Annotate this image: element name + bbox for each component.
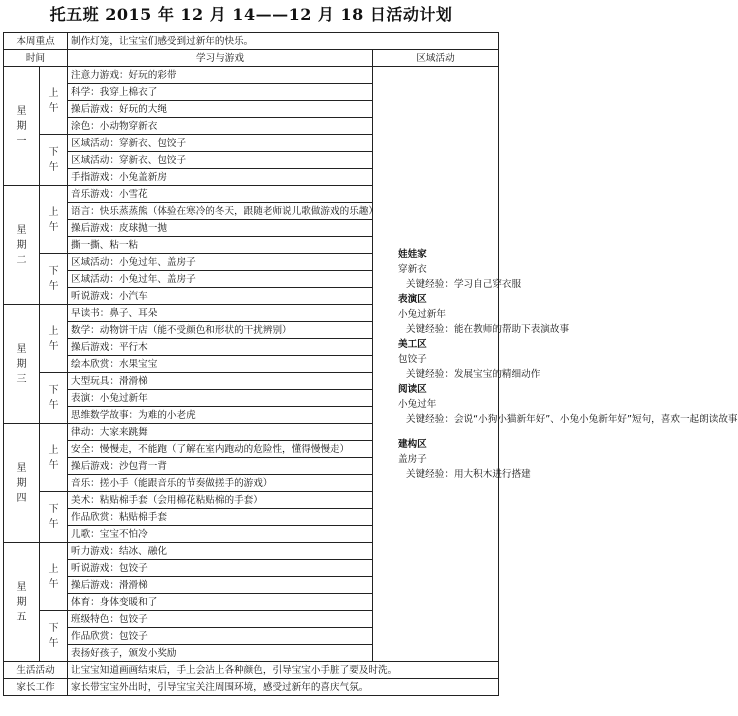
day-label xyxy=(4,305,40,424)
area-key-experience: 关键经验：能在教师的帮助下表演故事 xyxy=(406,323,570,335)
activity-cell: 操后游戏：沙包背一背 xyxy=(68,458,373,475)
focus-text: 制作灯笼，让宝宝们感受到过新年的快乐。 xyxy=(68,33,499,50)
session-char: 上 xyxy=(48,563,59,575)
life-row xyxy=(4,662,499,679)
session-char: 下 xyxy=(48,385,59,396)
day-label xyxy=(4,424,40,543)
life-text: 让宝宝知道画画结束后，手上会沾上各种颜色，引导宝宝小手脏了要及时洗。 xyxy=(68,662,499,679)
activity-cell: 表演：小兔过新年 xyxy=(68,390,373,407)
activity-cell: 区域活动：穿新衣、包饺子 xyxy=(68,135,373,152)
session-char: 下 xyxy=(48,266,59,277)
session-label xyxy=(40,67,68,135)
activity-cell: 律动：大家来跳舞 xyxy=(68,424,373,441)
parent-text: 家长带宝宝外出时，引导宝宝关注周围环境，感受过新年的喜庆气氛。 xyxy=(68,679,499,696)
day-char: 星 xyxy=(16,343,27,355)
activity-cell: 语言：快乐蒸蒸熊（体验在寒冷的冬天，跟随老师说儿歌做游戏的乐趣） xyxy=(68,203,373,220)
activity-cell: 区域活动：穿新衣、包饺子 xyxy=(68,152,373,169)
day-char: 期 xyxy=(16,239,27,251)
day-char: 一 xyxy=(16,135,27,147)
header-learning: 学习与游戏 xyxy=(68,50,373,67)
session-label xyxy=(40,543,68,611)
activity-cell: 美术：粘贴棉手套（会用棉花粘贴棉的手套） xyxy=(68,492,373,509)
table-row xyxy=(4,67,499,84)
session-char: 午 xyxy=(48,281,59,292)
header-area: 区域活动 xyxy=(373,50,499,67)
activity-cell: 操后游戏：好玩的大绳 xyxy=(68,101,373,118)
day-char: 期 xyxy=(16,596,27,608)
activity-cell: 作品欣赏：包饺子 xyxy=(68,628,373,645)
area-name: 阅读区 xyxy=(398,383,427,395)
activity-cell: 手指游戏：小兔盖新房 xyxy=(68,169,373,186)
area-name: 美工区 xyxy=(398,338,427,350)
day-char: 星 xyxy=(16,581,27,593)
day-char: 期 xyxy=(16,477,27,489)
activity-cell: 绘本欣赏：水果宝宝 xyxy=(68,356,373,373)
day-char: 星 xyxy=(16,224,27,236)
activity-cell: 儿歌：宝宝不怕冷 xyxy=(68,526,373,543)
session-char: 午 xyxy=(48,459,59,471)
session-char: 午 xyxy=(48,578,59,590)
activity-cell: 注意力游戏：好玩的彩带 xyxy=(68,67,373,84)
parent-row xyxy=(4,679,499,696)
area-activities xyxy=(373,67,738,662)
activity-cell: 操后游戏：平行木 xyxy=(68,339,373,356)
area-topic: 小兔过年 xyxy=(398,398,437,410)
area-topic: 盖房子 xyxy=(398,453,427,465)
session-char: 下 xyxy=(48,147,59,158)
session-char: 午 xyxy=(48,221,59,233)
parent-label: 家长工作 xyxy=(4,679,68,696)
day-char: 星 xyxy=(16,462,27,474)
area-name: 建构区 xyxy=(398,438,427,450)
day-char: 二 xyxy=(16,254,27,266)
area-spacer xyxy=(376,427,495,437)
area-name: 表演区 xyxy=(398,293,427,305)
session-char: 午 xyxy=(48,340,59,352)
activity-cell: 区域活动：小兔过年、盖房子 xyxy=(68,254,373,271)
activity-cell: 听力游戏：结冰、融化 xyxy=(68,543,373,560)
session-char: 午 xyxy=(48,102,59,114)
session-char: 上 xyxy=(48,206,59,218)
session-label xyxy=(40,186,68,254)
header-time: 时间 xyxy=(4,50,68,67)
activity-cell: 音乐游戏：小雪花 xyxy=(68,186,373,203)
day-char: 期 xyxy=(16,120,27,132)
session-label xyxy=(40,424,68,492)
day-label xyxy=(4,67,40,186)
activity-cell: 表扬好孩子，颁发小奖励 xyxy=(68,645,373,662)
activity-cell: 操后游戏：皮球抛一抛 xyxy=(68,220,373,237)
session-char: 午 xyxy=(48,400,59,411)
activity-cell: 作品欣赏：粘贴棉手套 xyxy=(68,509,373,526)
activity-cell: 数学：动物饼干店（能不受颜色和形状的干扰辨别） xyxy=(68,322,373,339)
session-char: 下 xyxy=(48,623,59,634)
session-char: 下 xyxy=(48,504,59,515)
session-char: 上 xyxy=(48,325,59,337)
activity-cell: 班级特色：包饺子 xyxy=(68,611,373,628)
day-char: 四 xyxy=(16,492,27,504)
activity-cell: 区域活动：小兔过年、盖房子 xyxy=(68,271,373,288)
activity-plan-table xyxy=(3,32,738,696)
day-label xyxy=(4,186,40,305)
activity-cell: 听说游戏：小汽车 xyxy=(68,288,373,305)
activity-cell: 思维数学故事：为难的小老虎 xyxy=(68,407,373,424)
session-char: 上 xyxy=(48,444,59,456)
activity-cell: 大型玩具：滑滑梯 xyxy=(68,373,373,390)
session-label xyxy=(40,492,68,543)
session-char: 午 xyxy=(48,162,59,173)
area-key-experience: 关键经验：学习自己穿衣服 xyxy=(406,278,522,290)
area-topic: 小兔过新年 xyxy=(398,308,446,320)
page-title: 托五班 2015 年 12 月 14——12 月 18 日活动计划 xyxy=(49,5,453,24)
focus-row xyxy=(4,33,499,50)
header-row xyxy=(4,50,499,67)
day-char: 星 xyxy=(16,105,27,117)
activity-cell: 撕一撕、粘一粘 xyxy=(68,237,373,254)
life-label: 生活活动 xyxy=(4,662,68,679)
activity-cell: 安全：慢慢走，不能跑（了解在室内跑动的危险性，懂得慢慢走） xyxy=(68,441,373,458)
activity-cell: 体育：身体变暖和了 xyxy=(68,594,373,611)
area-name: 娃娃家 xyxy=(398,248,427,260)
session-char: 午 xyxy=(48,519,59,530)
session-label xyxy=(40,373,68,424)
focus-label: 本周重点 xyxy=(4,33,68,50)
session-label xyxy=(40,305,68,373)
day-label xyxy=(4,543,40,662)
activity-cell: 听说游戏：包饺子 xyxy=(68,560,373,577)
area-key-experience: 关键经验：会说“小狗小猫新年好”、小兔小兔新年好”短句，喜欢一起朗读故事 xyxy=(406,413,738,425)
day-char: 三 xyxy=(16,373,27,385)
area-key-experience: 关键经验：用大积木进行搭建 xyxy=(406,468,531,480)
activity-cell: 早读书：鼻子、耳朵 xyxy=(68,305,373,322)
area-topic: 穿新衣 xyxy=(398,263,427,275)
area-topic: 包饺子 xyxy=(398,353,427,365)
session-char: 午 xyxy=(48,638,59,649)
session-label xyxy=(40,611,68,662)
day-char: 五 xyxy=(16,611,27,623)
day-char: 期 xyxy=(16,358,27,370)
activity-cell: 涂色：小动物穿新衣 xyxy=(68,118,373,135)
activity-cell: 音乐：搓小手（能跟音乐的节奏做搓手的游戏） xyxy=(68,475,373,492)
activity-cell: 科学：我穿上棉衣了 xyxy=(68,84,373,101)
session-label xyxy=(40,254,68,305)
session-char: 上 xyxy=(48,87,59,99)
activity-cell: 操后游戏：滑滑梯 xyxy=(68,577,373,594)
area-key-experience: 关键经验：发展宝宝的精细动作 xyxy=(406,368,541,380)
session-label xyxy=(40,135,68,186)
